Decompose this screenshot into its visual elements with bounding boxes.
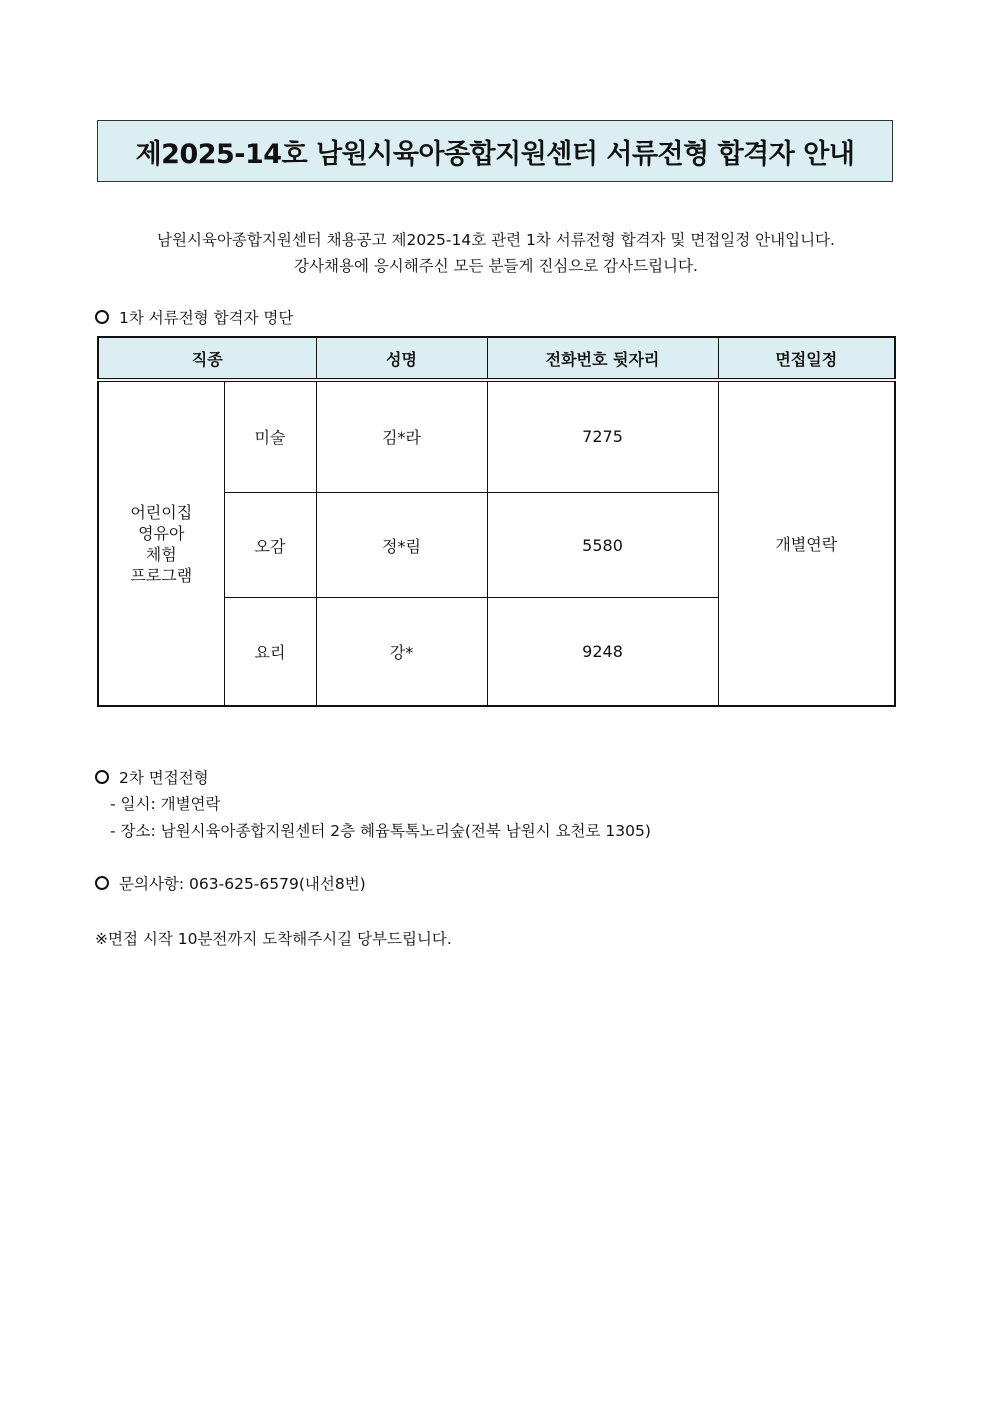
table-header-row <box>98 337 895 380</box>
job-line: 어린이집 <box>130 502 193 522</box>
applicant-table <box>97 336 896 707</box>
name-cell: 정*림 <box>316 492 487 598</box>
interview-place: - 장소: 남원시육아종합지원센터 2층 혜윰톡톡노리숲(전북 남원시 요천로 1305) <box>110 822 651 840</box>
job-category-cell <box>98 380 224 706</box>
subject-cell: 오감 <box>224 492 316 598</box>
phone-cell: 5580 <box>487 492 718 598</box>
name-cell: 김*라 <box>316 380 487 492</box>
subject-cell: 미술 <box>224 380 316 492</box>
section-3-heading <box>95 872 366 894</box>
name-cell: 강* <box>316 598 487 706</box>
header-phone: 전화번호 뒷자리 <box>487 337 718 380</box>
job-line: 체험 <box>145 544 177 564</box>
title-text: 제2025-14호 남원시육아종합지원센터 서류전형 합격자 안내 <box>135 138 855 170</box>
header-job: 직종 <box>98 337 316 380</box>
phone-cell: 7275 <box>487 380 718 492</box>
bullet-circle-icon <box>95 876 109 890</box>
section-2-heading <box>95 766 209 788</box>
bullet-circle-icon <box>95 770 109 784</box>
subject-cell: 요리 <box>224 598 316 706</box>
schedule-cell: 개별연락 <box>718 380 895 706</box>
job-line: 영유아 <box>138 523 185 543</box>
page-title <box>97 120 893 182</box>
contact-text: 문의사항: 063-625-6579(내선8번) <box>119 875 366 893</box>
phone-cell: 9248 <box>487 598 718 706</box>
section-1-heading <box>95 306 293 328</box>
job-line: 프로그램 <box>130 565 193 585</box>
notice-text: ※면접 시작 10분전까지 도착해주시길 당부드립니다. <box>95 930 452 948</box>
section-2-heading-text: 2차 면접전형 <box>119 769 209 787</box>
intro-line-2: 강사채용에 응시해주신 모든 분들게 진심으로 감사드립니다. <box>294 257 698 275</box>
section-1-heading-text: 1차 서류전형 합격자 명단 <box>119 309 294 327</box>
intro-line-1: 남원시육아종합지원센터 채용공고 제2025-14호 관련 1차 서류전형 합격자 및 면접일정 안내입니다. <box>157 231 835 249</box>
header-schedule: 면접일정 <box>718 337 895 380</box>
bullet-circle-icon <box>95 310 109 324</box>
table-row <box>98 380 895 492</box>
interview-date: - 일시: 개별연락 <box>110 795 221 813</box>
header-name: 성명 <box>316 337 487 380</box>
